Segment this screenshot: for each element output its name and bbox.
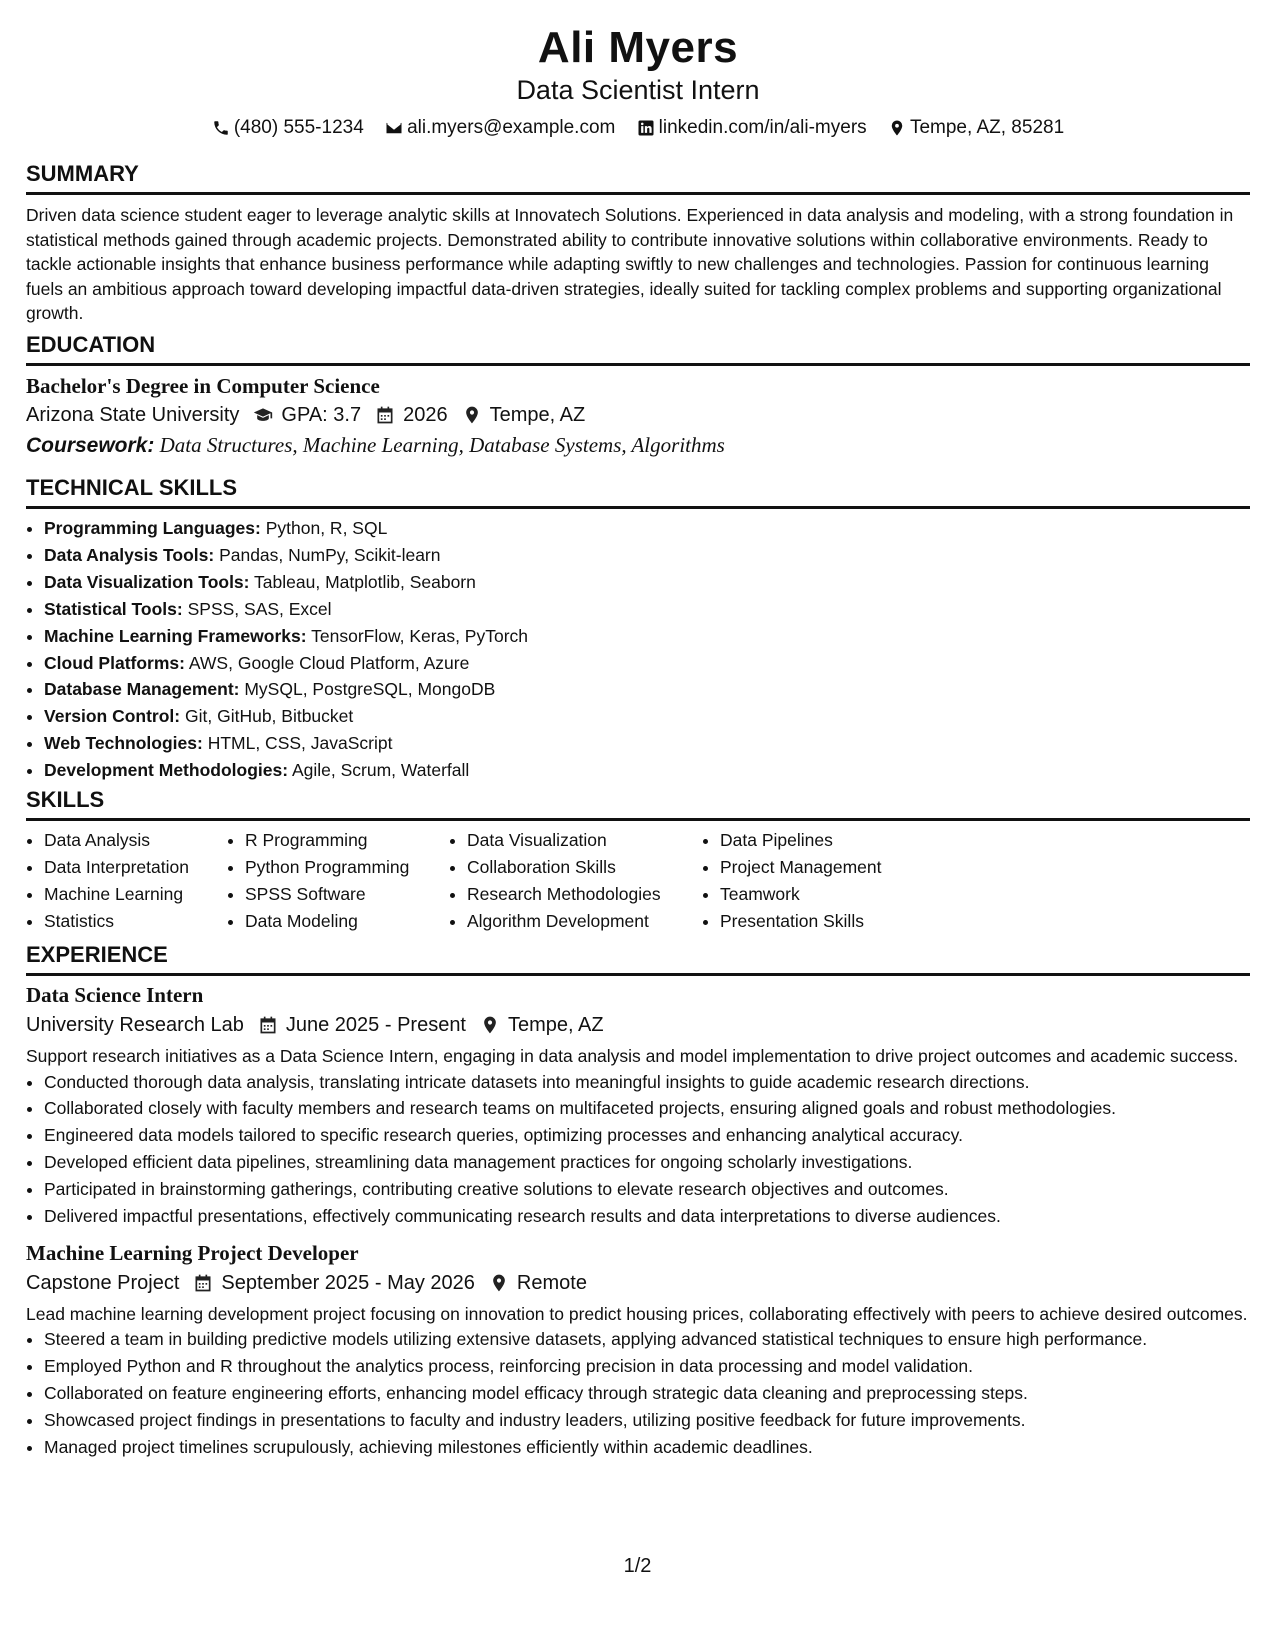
job-entry	[26, 1238, 1250, 1461]
coursework-label: Coursework:	[26, 434, 155, 457]
resume-page	[26, 0, 1250, 1458]
edu-location-text: Tempe, AZ	[489, 404, 586, 426]
skill-value: Git, GitHub, Bitbucket	[185, 706, 354, 727]
phone-text: (480) 555-1234	[233, 117, 364, 138]
gpa-text: GPA: 3.7	[281, 404, 362, 426]
job-entry	[26, 980, 1250, 1230]
section-title: SUMMARY	[26, 160, 1250, 195]
coursework	[26, 430, 1250, 461]
year-item	[375, 400, 448, 430]
summary-text: Driven data science student eager to leverage analytic skills at Innovatech Solutions. Experienced in data analysis and modeling, with a strong foundation in statistical methods gained through academic projects. Demonstrated ability to contribute innovative solutions within collaborative environments. Ready to tackle actionable insights that enhance business performance while adapting swiftly to new challenges and technologies. Passion for continuous learning fuels an ambitious approach toward developing impactful data-driven strategies, ideally suited for tackling complex problems and supporting organizational growth.	[26, 205, 1234, 323]
skill-value: Pandas, NumPy, Scikit-learn	[219, 544, 441, 565]
dates-item	[258, 1010, 466, 1040]
section-title: TECHNICAL SKILLS	[26, 474, 1250, 509]
education-section	[26, 331, 1250, 461]
education-meta	[26, 400, 1250, 430]
list-item: • Steered a team in building predictive models utilizing extensive datasets, applying advanced statistical techniques to ensure high performance.	[44, 1326, 1250, 1353]
skill-label: Statistical Tools:	[44, 598, 183, 619]
job-title: Data Science Intern	[26, 983, 204, 1007]
list-item: • Delivered impactful presentations, effectively communicating research results and data interpretations to diverse audiences.	[44, 1203, 1250, 1230]
school-item	[26, 400, 239, 430]
coursework-text: Data Structures, Machine Learning, Database Systems, Algorithms	[159, 433, 725, 457]
skills-column	[26, 827, 227, 935]
skill-label: Machine Learning Frameworks:	[44, 625, 307, 646]
linkedin-text: linkedin.com/in/ali-myers	[658, 117, 867, 138]
section-title: SKILLS	[26, 786, 1250, 821]
candidate-name: Ali Myers	[537, 23, 739, 72]
skill-label: Data Visualization Tools:	[44, 571, 250, 592]
skill-value: TensorFlow, Keras, PyTorch	[311, 625, 529, 646]
page-number: 1/2	[623, 1555, 652, 1577]
list-item: • Showcased project findings in presentations to faculty and industry leaders, utilizing positive feedback for future improvements.	[44, 1407, 1250, 1434]
map-pin-icon	[489, 1273, 509, 1293]
skill-label: Programming Languages:	[44, 518, 261, 538]
skill-label: Development Methodologies:	[44, 760, 289, 781]
skill-value: Tableau, Matplotlib, Seaborn	[254, 571, 476, 592]
phone-icon	[212, 119, 230, 137]
skill-value: MySQL, PostgreSQL, MongoDB	[244, 679, 496, 700]
list-item: • Engineered data models tailored to specific research queries, optimizing processes and enhancing analytical accuracy.	[44, 1122, 1250, 1149]
list-item: • Data Visualization	[467, 827, 702, 854]
job-title: Machine Learning Project Developer	[26, 1240, 359, 1265]
skill-value: HTML, CSS, JavaScript	[207, 733, 393, 754]
skill-value: AWS, Google Cloud Platform, Azure	[188, 652, 470, 673]
list-item: • Collaborated on feature engineering efforts, enhancing model efficacy through strategic data cleaning and preprocessing steps.	[44, 1380, 1250, 1407]
contact-row	[26, 116, 1250, 144]
org-item	[26, 1010, 244, 1040]
list-item: • Python Programming	[245, 854, 449, 881]
list-item	[44, 542, 1250, 569]
year-text: 2026	[403, 404, 448, 426]
skills-column	[702, 827, 960, 935]
job-bullets	[26, 1326, 1250, 1461]
calendar-icon	[193, 1273, 213, 1293]
list-item: • Collaborated closely with faculty members and research teams on multifaceted projects, ensuring aligned goals and robust methodologies.	[44, 1095, 1250, 1122]
summary-section	[26, 160, 1250, 326]
list-item	[44, 623, 1250, 650]
contact-linkedin[interactable]	[637, 116, 867, 140]
org-item	[26, 1268, 179, 1298]
skill-label: Web Technologies:	[44, 733, 203, 754]
skills-grid	[26, 827, 1250, 935]
org-name: University Research Lab	[26, 1014, 244, 1036]
skill-value: SPSS, SAS, Excel	[187, 598, 332, 619]
list-item: • Managed project timelines scrupulously, achieving milestones efficiently within academic deadlines.	[44, 1434, 1250, 1461]
job-meta	[26, 1268, 1250, 1298]
calendar-icon	[258, 1015, 278, 1035]
map-pin-icon	[480, 1015, 500, 1035]
job-bullets	[26, 1069, 1250, 1230]
job-summary: Lead machine learning development project focusing on innovation to predict housing prices, collaborating effectively with peers to achieve desired outcomes.	[26, 1303, 1248, 1324]
job-location-text: Remote	[516, 1271, 587, 1294]
skill-value: Python, R, SQL	[265, 518, 388, 538]
list-item: • Employed Python and R throughout the analytics process, reinforcing precision in data processing and model validation.	[44, 1353, 1250, 1380]
list-item: • Participated in brainstorming gatherings, contributing creative solutions to elevate research objectives and outcomes.	[44, 1176, 1250, 1203]
list-item: • R Programming	[245, 827, 449, 854]
list-item	[44, 730, 1250, 757]
list-item: • SPSS Software	[245, 881, 449, 908]
list-item	[44, 650, 1250, 677]
job-location-item	[489, 1268, 587, 1298]
email-text: ali.myers@example.com	[407, 117, 616, 138]
list-item: • Conducted thorough data analysis, translating intricate datasets into meaningful insights to guide academic research directions.	[44, 1069, 1250, 1096]
school-name: Arizona State University	[26, 404, 240, 426]
technical-skills-list	[26, 515, 1250, 784]
map-pin-icon	[462, 405, 482, 425]
dates-text: September 2025 - May 2026	[221, 1271, 475, 1294]
list-item: • Data Pipelines	[720, 827, 960, 854]
map-pin-icon	[888, 119, 906, 137]
list-item	[44, 569, 1250, 596]
linkedin-icon	[637, 119, 655, 137]
technical-skills-section	[26, 474, 1250, 784]
skill-label: Data Analysis Tools:	[44, 544, 215, 565]
contact-location	[888, 116, 1064, 140]
list-item	[44, 703, 1250, 730]
list-item	[44, 515, 1250, 542]
section-title: EXPERIENCE	[26, 941, 1250, 976]
job-summary: Support research initiatives as a Data Science Intern, engaging in data analysis and model implementation to drive project outcomes and academic success.	[26, 1046, 1239, 1066]
location-text: Tempe, AZ, 85281	[909, 117, 1065, 138]
skill-label: Database Management:	[44, 679, 240, 700]
section-title: EDUCATION	[26, 331, 1250, 366]
contact-email[interactable]	[385, 116, 615, 140]
job-meta	[26, 1010, 1250, 1040]
list-item	[44, 596, 1250, 623]
list-item: • Developed efficient data pipelines, streamlining data management practices for ongoing scholarly investigations.	[44, 1149, 1250, 1176]
gpa-item	[253, 400, 361, 430]
contact-phone	[212, 116, 364, 140]
skill-label: Version Control:	[44, 706, 181, 727]
skills-column	[227, 827, 449, 935]
list-item: • Collaboration Skills	[467, 854, 702, 881]
list-item: • Machine Learning	[44, 881, 227, 908]
list-item: • Data Interpretation	[44, 854, 227, 881]
dates-item	[193, 1268, 475, 1298]
skill-value: Agile, Scrum, Waterfall	[291, 760, 470, 781]
graduation-cap-icon	[253, 405, 273, 425]
candidate-role: Data Scientist Intern	[516, 75, 760, 105]
skills-column	[449, 827, 702, 935]
job-location-item	[480, 1010, 604, 1040]
list-item: • Data Analysis	[44, 827, 227, 854]
skills-section	[26, 786, 1250, 935]
calendar-icon	[375, 405, 395, 425]
edu-location-item	[462, 400, 586, 430]
list-item: • Algorithm Development	[467, 908, 702, 935]
list-item: • Research Methodologies	[467, 881, 702, 908]
skill-label: Cloud Platforms:	[44, 652, 185, 673]
job-location-text: Tempe, AZ	[508, 1014, 604, 1036]
degree: Bachelor's Degree in Computer Science	[26, 374, 380, 398]
org-name: Capstone Project	[26, 1271, 180, 1294]
list-item	[44, 676, 1250, 703]
experience-section	[26, 941, 1250, 1461]
resume-header	[26, 22, 1250, 144]
list-item: • Data Modeling	[245, 908, 449, 935]
envelope-icon	[385, 119, 403, 137]
list-item: • Project Management	[720, 854, 960, 881]
list-item: • Presentation Skills	[720, 908, 960, 935]
list-item: • Statistics	[44, 908, 227, 935]
dates-text: June 2025 - Present	[285, 1014, 466, 1036]
list-item	[44, 757, 1250, 784]
list-item: • Teamwork	[720, 881, 960, 908]
